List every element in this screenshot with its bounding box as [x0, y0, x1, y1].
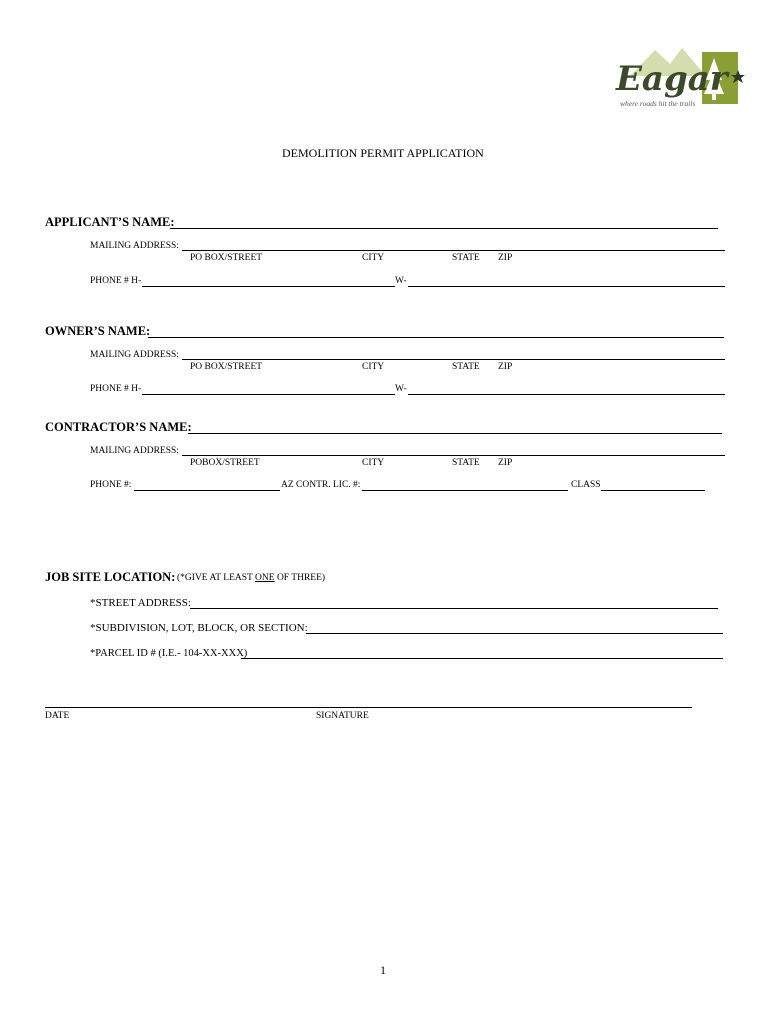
applicant-name-label: APPLICANT’S NAME:: [45, 215, 175, 229]
applicant-mailing-field[interactable]: [182, 250, 725, 251]
owner-phone-w-label: W-: [395, 384, 407, 394]
applicant-sub-city: CITY: [362, 253, 385, 263]
job-site-label: JOB SITE LOCATION:: [45, 570, 176, 584]
owner-phone-w-field[interactable]: [408, 394, 725, 395]
applicant-phone-h-label: PHONE # H-: [90, 276, 142, 286]
contractor-mailing-field[interactable]: [182, 455, 725, 456]
job-site-note-one: ONE: [255, 573, 275, 583]
applicant-sub-zip: ZIP: [498, 253, 513, 263]
parcel-id-field[interactable]: [241, 658, 723, 659]
owner-phone-h-label: PHONE # H-: [90, 384, 142, 394]
contractor-sub-zip: ZIP: [498, 458, 513, 468]
street-address-field[interactable]: [190, 608, 718, 609]
applicant-phone-w-field[interactable]: [408, 286, 725, 287]
contractor-sub-city: CITY: [362, 458, 385, 468]
applicant-mailing-label: MAILING ADDRESS:: [90, 241, 179, 251]
job-site-note: [177, 573, 325, 583]
signature-label: SIGNATURE: [316, 711, 369, 721]
subdivision-label: *SUBDIVISION, LOT, BLOCK, OR SECTION:: [90, 622, 308, 634]
street-address-label: *STREET ADDRESS:: [90, 597, 191, 609]
eagar-logo: [610, 44, 745, 116]
contractor-sub-street: POBOX/STREET: [190, 458, 260, 468]
logo-name: Eagar: [616, 59, 728, 99]
job-site-note-pre: (*GIVE AT LEAST: [177, 573, 256, 583]
date-signature-line[interactable]: [45, 707, 692, 708]
owner-mailing-label: MAILING ADDRESS:: [90, 350, 179, 360]
owner-phone-h-field[interactable]: [142, 394, 395, 395]
page-number: 1: [380, 963, 386, 977]
form-title: DEMOLITION PERMIT APPLICATION: [282, 146, 484, 160]
contractor-az-lic-field[interactable]: [362, 490, 568, 491]
owner-sub-city: CITY: [362, 362, 385, 372]
owner-name-field[interactable]: [148, 337, 724, 338]
applicant-phone-h-field[interactable]: [142, 286, 395, 287]
contractor-phone-label: PHONE #:: [90, 480, 132, 490]
contractor-class-label: CLASS: [571, 480, 601, 490]
contractor-name-field[interactable]: [188, 433, 722, 434]
owner-sub-state: STATE: [452, 362, 480, 372]
owner-sub-zip: ZIP: [498, 362, 513, 372]
applicant-phone-w-label: W-: [395, 276, 407, 286]
contractor-az-lic-label: AZ CONTR. LIC. #:: [281, 480, 361, 490]
owner-mailing-field[interactable]: [182, 359, 725, 360]
applicant-name-field[interactable]: [170, 228, 718, 229]
logo-tagline: where roads hit the trails: [620, 99, 696, 108]
date-label: DATE: [45, 711, 70, 721]
owner-name-label: OWNER’S NAME:: [45, 324, 151, 338]
contractor-mailing-label: MAILING ADDRESS:: [90, 446, 179, 456]
subdivision-field[interactable]: [306, 633, 723, 634]
contractor-class-field[interactable]: [601, 490, 705, 491]
applicant-sub-street: PO BOX/STREET: [190, 253, 263, 263]
contractor-name-label: CONTRACTOR’S NAME:: [45, 420, 192, 434]
job-site-note-post: OF THREE): [274, 573, 326, 583]
eagar-logo-graphic: [610, 44, 745, 116]
applicant-sub-state: STATE: [452, 253, 480, 263]
contractor-phone-field[interactable]: [134, 490, 280, 491]
owner-sub-street: PO BOX/STREET: [190, 362, 263, 372]
contractor-sub-state: STATE: [452, 458, 480, 468]
parcel-id-label: *PARCEL ID # (I.E.- 104-XX-XXX): [90, 648, 248, 659]
